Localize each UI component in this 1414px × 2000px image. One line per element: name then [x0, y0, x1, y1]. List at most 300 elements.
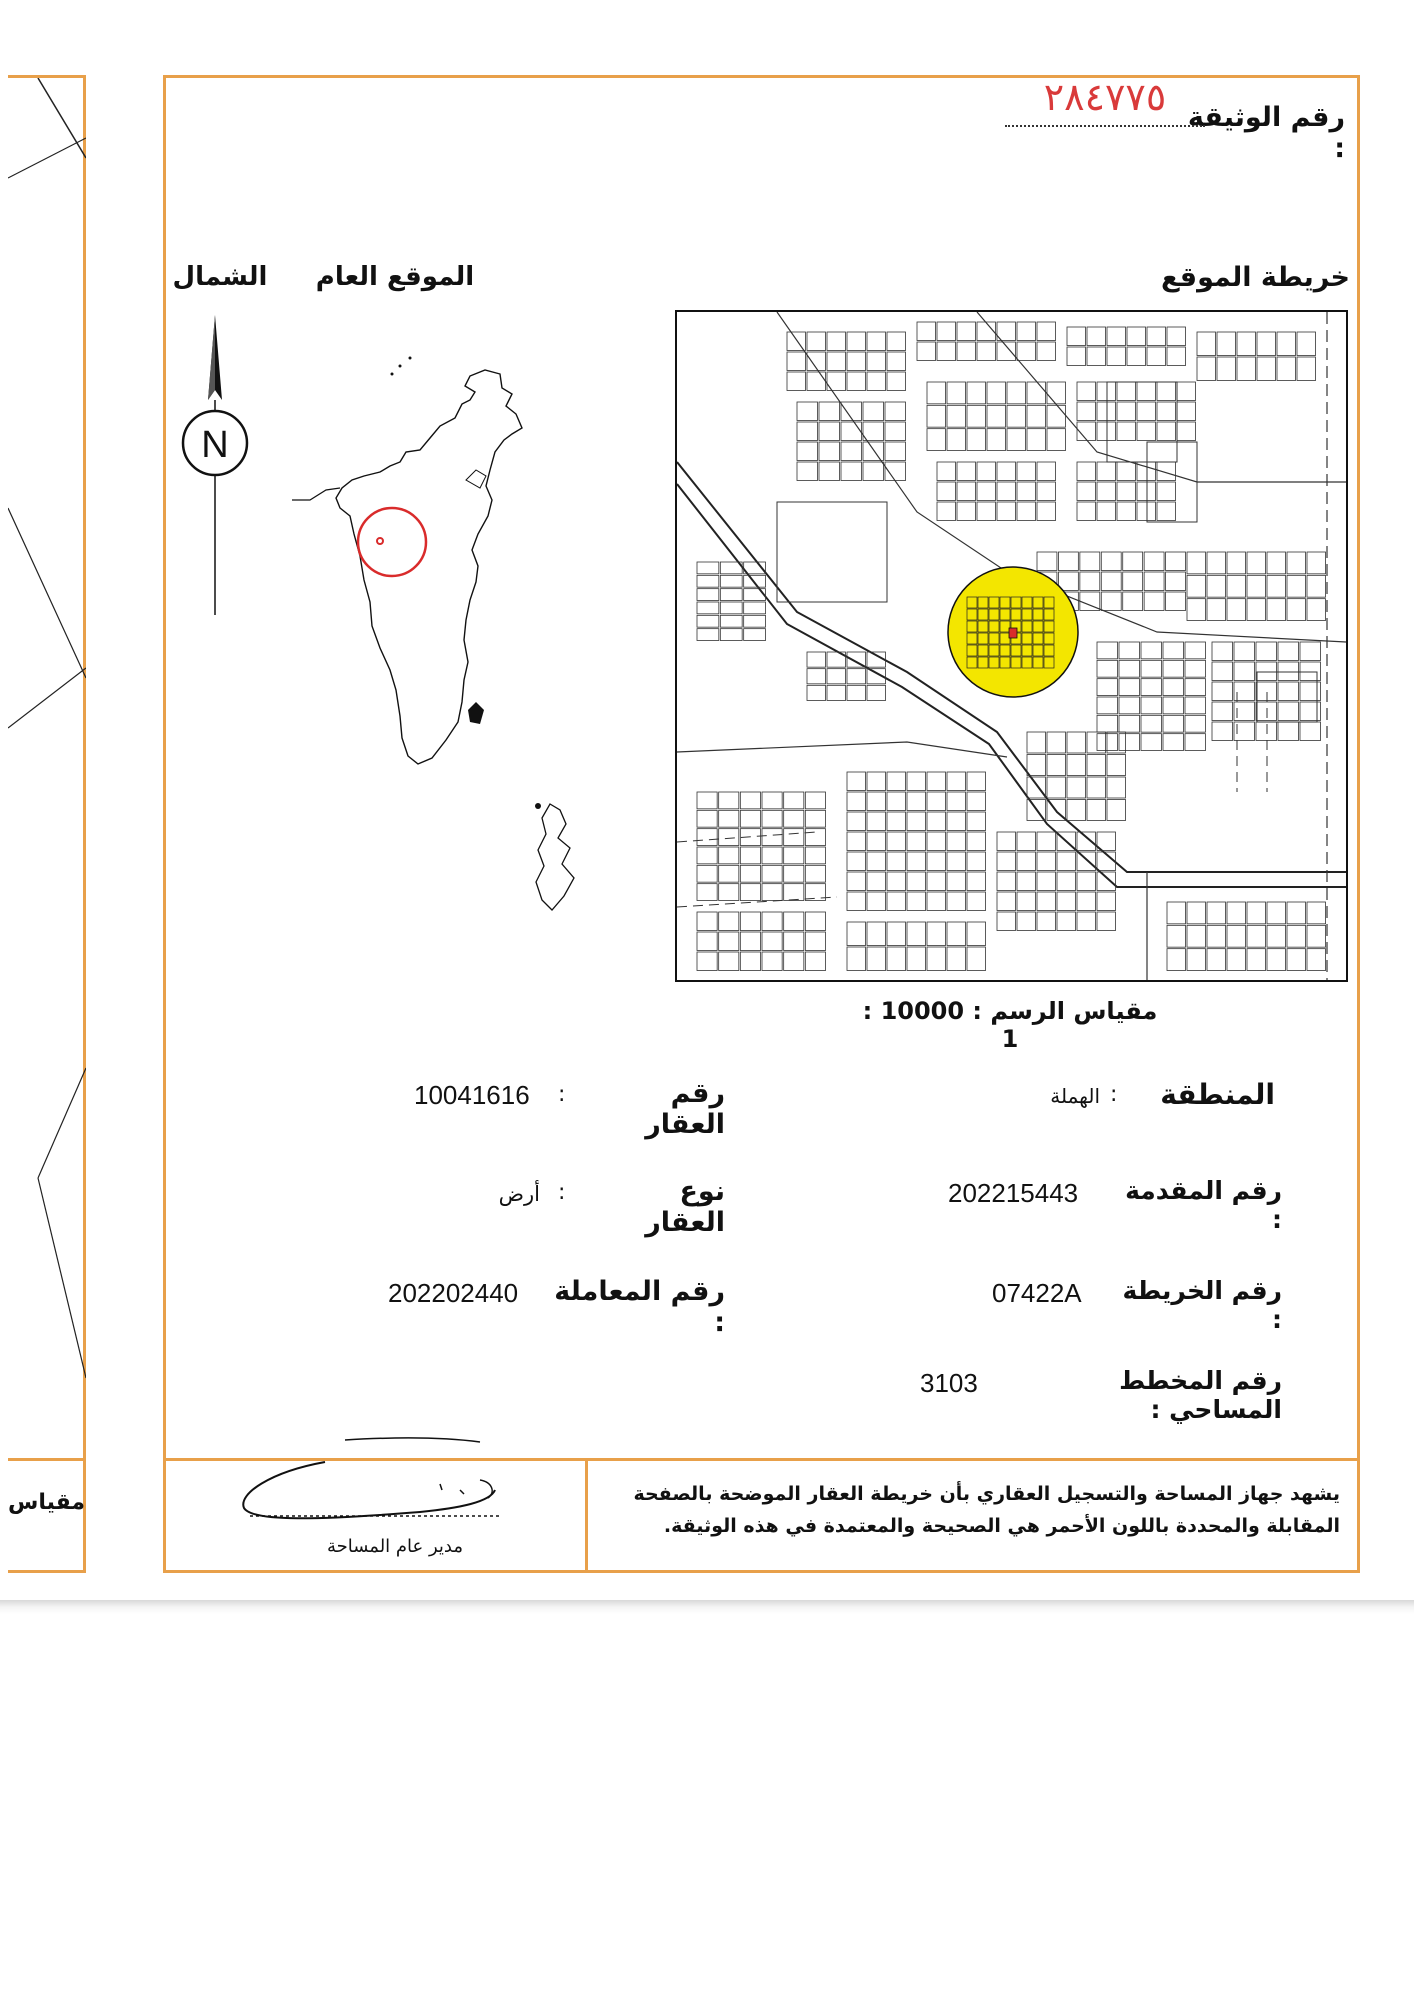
parcel-cell [762, 912, 782, 931]
parcel-cell [967, 429, 986, 451]
parcel-cell [1097, 660, 1118, 677]
parcel-cell [720, 575, 742, 587]
parcel-cell [1017, 502, 1036, 521]
parcel-cell [1117, 402, 1136, 421]
parcel-cell [1141, 715, 1162, 732]
parcel-cell [697, 847, 717, 864]
parcel-cell [1187, 925, 1206, 947]
parcel-cell [1185, 715, 1206, 732]
parcel-cell [867, 685, 886, 700]
parcel-cell [719, 932, 739, 951]
parcel-cell [1212, 642, 1233, 661]
parcel-cell [1007, 382, 1026, 404]
parcel-cell [1037, 832, 1056, 851]
parcel-cell [1237, 357, 1256, 381]
parcel-cell [1077, 462, 1096, 481]
parcel-cell [997, 872, 1016, 891]
parcel-cell [887, 922, 906, 946]
parcel-cell [1123, 552, 1143, 571]
parcel-cell [1187, 575, 1206, 597]
parcel-cell [1157, 502, 1176, 521]
parcel-cell [1267, 552, 1286, 574]
parcel-cell [867, 947, 886, 971]
parcel-cell [1157, 482, 1176, 501]
parcel-cell [1197, 357, 1216, 381]
parcel-cell [1227, 575, 1246, 597]
parcel-cell [797, 402, 818, 421]
parcel-cell [1077, 892, 1096, 911]
parcel-cell [805, 810, 825, 827]
parcel-cell [885, 422, 906, 441]
parcel-cell [744, 629, 766, 641]
parcel-cell [907, 922, 926, 946]
parcel-cell [1047, 755, 1066, 776]
parcel-cell [1185, 660, 1206, 677]
parcel-cell [1141, 697, 1162, 714]
parcel-cell [997, 832, 1016, 851]
parcel-cell [887, 372, 906, 391]
parcel-cell [1067, 800, 1086, 821]
parcel-cell [841, 442, 862, 461]
parcel-cell [1234, 662, 1255, 681]
parcel-cell [867, 872, 886, 891]
parcel-cell [762, 865, 782, 882]
parcel-cell [1256, 702, 1277, 721]
parcel-cell [1007, 405, 1026, 427]
parcel-cell [1047, 382, 1066, 404]
parcel-cell [947, 792, 966, 811]
parcel-cell [1207, 575, 1226, 597]
parcel-cell [1097, 912, 1116, 931]
parcel-cell [807, 372, 826, 391]
north-label: الشمال [172, 262, 268, 292]
parcel-cell [697, 810, 717, 827]
parcel-cell [797, 462, 818, 481]
parcel-cell [1067, 755, 1086, 776]
boundary-line [1237, 692, 1267, 792]
parcel-cell [947, 892, 966, 911]
parcel-cell [927, 832, 946, 851]
parcel-cell [697, 562, 719, 574]
parcel-cell [827, 332, 846, 351]
parcel-cell [697, 884, 717, 901]
parcel-cell [1097, 382, 1116, 401]
parcel-cell [907, 947, 926, 971]
parcel-cell [719, 912, 739, 931]
parcel-cell [1257, 332, 1276, 356]
parcel-cell [967, 405, 986, 427]
parcel-cell [1119, 715, 1140, 732]
parcel-cell [805, 865, 825, 882]
parcel-cell [1167, 347, 1186, 366]
parcel-cell [805, 932, 825, 951]
parcel-cell [1017, 892, 1036, 911]
parcel-cell [863, 402, 884, 421]
parcel-cell [1107, 755, 1126, 776]
parcel-cell [1167, 902, 1186, 924]
parcel-cell [967, 832, 986, 851]
parcel-cell [1037, 482, 1056, 501]
parcel-cell [907, 892, 926, 911]
parcel-cell [847, 332, 866, 351]
parcel-cell [1277, 357, 1296, 381]
parcel-cell [1037, 852, 1056, 871]
parcel-cell [1117, 482, 1136, 501]
parcel-cell [887, 332, 906, 351]
parcel-cell [1037, 872, 1056, 891]
parcel-cell [867, 792, 886, 811]
parcel-cell [1167, 327, 1186, 346]
parcel-cell [697, 602, 719, 614]
property-type-separator: : [558, 1180, 566, 1205]
parcel-cell [1097, 697, 1118, 714]
parcel-cell [1017, 852, 1036, 871]
parcel-cell [947, 405, 966, 427]
parcel-cell [1227, 902, 1246, 924]
boundary-line [677, 897, 837, 907]
parcel-cell [847, 792, 866, 811]
parcel-cell [1107, 347, 1126, 366]
parcel-cell [697, 615, 719, 627]
parcel-cell [719, 829, 739, 846]
parcel-cell [863, 442, 884, 461]
parcel-cell [1287, 599, 1306, 621]
parcel-cell [1144, 572, 1164, 591]
document-number-dotted-line [1005, 125, 1205, 127]
parcel-cell [740, 810, 760, 827]
parcel-cell [1166, 572, 1186, 591]
area-value: الهملة [1050, 1084, 1100, 1108]
parcel-cell [1267, 575, 1286, 597]
area-label: المنطقة [1160, 1078, 1275, 1111]
parcel-cell [927, 812, 946, 831]
parcel-cell [1087, 327, 1106, 346]
parcel-cell [1047, 429, 1066, 451]
parcel-cell [1007, 429, 1026, 451]
boundary-line [677, 832, 817, 842]
parcel-cell [1307, 575, 1326, 597]
parcel-cell [1277, 332, 1296, 356]
parcel-cell [927, 852, 946, 871]
parcel-cell [1227, 949, 1246, 971]
parcel-cell [1197, 332, 1216, 356]
parcel-cell [947, 812, 966, 831]
parcel-cell [1147, 347, 1166, 366]
parcel-cell [1237, 332, 1256, 356]
signatory-title: مدير عام المساحة [326, 1536, 464, 1557]
parcel-cell [719, 792, 739, 809]
parcel-cell [1267, 599, 1286, 621]
parcel-cell [1157, 422, 1176, 441]
parcel-cell [1287, 575, 1306, 597]
parcel-cell [805, 952, 825, 971]
parcel-cell [887, 772, 906, 791]
parcel-cell [847, 852, 866, 871]
parcel-cell [1247, 902, 1266, 924]
parcel-cell [997, 462, 1016, 481]
parcel-cell [887, 812, 906, 831]
parcel-cell [957, 322, 976, 341]
parcel-cell [1097, 642, 1118, 659]
parcel-cell [885, 442, 906, 461]
parcel-cell [1037, 502, 1056, 521]
parcel-cell [744, 602, 766, 614]
parcel-cell [1163, 697, 1184, 714]
parcel-cell [1077, 912, 1096, 931]
parcel-cell [987, 382, 1006, 404]
parcel-cell [1017, 482, 1036, 501]
document-number-handwritten: ٢٨٤٧٧٥ [1043, 75, 1167, 119]
certification-line-2: المقابلة والمحددة باللون الأحمر هي الصحيحة والمعتمدة في هذه الوثيقة. [663, 1515, 1340, 1537]
parcel-cell [1097, 502, 1116, 521]
parcel-cell [867, 852, 886, 871]
parcel-cell [1257, 357, 1276, 381]
lot-outline [1257, 672, 1317, 722]
property-number-separator: : [558, 1082, 566, 1107]
parcel-cell [1097, 715, 1118, 732]
parcel-cell [1297, 357, 1316, 381]
north-letter: N [201, 424, 229, 466]
parcel-cell [1278, 642, 1299, 661]
parcel-cell [697, 912, 717, 931]
parcel-cell [1212, 722, 1233, 741]
parcel-cell [1058, 552, 1078, 571]
parcel-cell [1166, 592, 1186, 611]
parcel-cell [1163, 660, 1184, 677]
parcel-cell [1185, 642, 1206, 659]
parcel-cell [1027, 755, 1046, 776]
parcel-cell [1037, 912, 1056, 931]
parcel-cell [997, 342, 1016, 361]
parcel-cell [1047, 405, 1066, 427]
parcel-cell [967, 772, 986, 791]
parcel-cell [1067, 777, 1086, 798]
parcel-cell [847, 669, 866, 684]
parcel-cell [1185, 734, 1206, 751]
parcel-cell [867, 372, 886, 391]
parcel-cell [1212, 702, 1233, 721]
parcel-cell [784, 912, 804, 931]
parcel-cell [1287, 902, 1306, 924]
location-map-drawing [677, 312, 1346, 980]
parcel-cell [967, 892, 986, 911]
area-separator: : [1110, 1082, 1118, 1107]
parcel-cell [867, 332, 886, 351]
parcel-cell [697, 932, 717, 951]
parcel-cell [1027, 777, 1046, 798]
parcel-cell [1057, 892, 1076, 911]
parcel-cell [1077, 402, 1096, 421]
parcel-cell [1077, 872, 1096, 891]
parcel-cell [997, 892, 1016, 911]
parcel-cell [1097, 402, 1116, 421]
parcel-cell [1163, 642, 1184, 659]
road-line [977, 312, 1346, 482]
parcel-cell [1077, 502, 1096, 521]
parcel-cell [1307, 902, 1326, 924]
parcel-cell [887, 832, 906, 851]
parcel-cell [967, 922, 986, 946]
parcel-cell [819, 462, 840, 481]
parcel-cell [720, 629, 742, 641]
parcel-cell [1107, 732, 1126, 753]
parcel-cell [1057, 872, 1076, 891]
parcel-cell [784, 829, 804, 846]
parcel-cell [1037, 322, 1056, 341]
parcel-cell [1300, 722, 1321, 741]
parcel-cell [1117, 462, 1136, 481]
parcel-cell [847, 372, 866, 391]
parcel-cell [927, 872, 946, 891]
parcel-cell [1212, 682, 1233, 701]
parcel-cell [947, 832, 966, 851]
parcel-cell [847, 812, 866, 831]
parcel-cell [1141, 734, 1162, 751]
parcel-cell [1287, 552, 1306, 574]
parcel-cell [1077, 832, 1096, 851]
parcel-cell [827, 352, 846, 371]
parcel-cell [1107, 777, 1126, 798]
parcel-cell [740, 952, 760, 971]
parcel-cell [719, 810, 739, 827]
parcel-cell [937, 322, 956, 341]
parcel-cell [1137, 502, 1156, 521]
parcel-cell [1137, 382, 1156, 401]
parcel-cell [1163, 679, 1184, 696]
parcel-cell [867, 772, 886, 791]
map-number-value: 07422A [992, 1278, 1082, 1308]
parcel-cell [719, 884, 739, 901]
parcel-cell [1144, 552, 1164, 571]
lot-outline [777, 502, 887, 602]
parcel-cell [887, 947, 906, 971]
parcel-cell [1307, 552, 1326, 574]
parcel-cell [1278, 722, 1299, 741]
parcel-cell [927, 892, 946, 911]
parcel-cell [1017, 912, 1036, 931]
map-scale: مقياس الرسم : 10000 : 1 [862, 997, 1158, 1053]
parcel-cell [1187, 949, 1206, 971]
parcel-cell [1027, 405, 1046, 427]
parcel-cell [1087, 347, 1106, 366]
parcel-cell [977, 462, 996, 481]
parcel-cell [1067, 327, 1086, 346]
parcel-cell [907, 832, 926, 851]
general-location-label: الموقع العام [315, 262, 475, 292]
parcel-cell [1101, 592, 1121, 611]
road-line [677, 742, 1007, 757]
application-number-value: 202215443 [948, 1178, 1079, 1208]
parcel-cell [1207, 949, 1226, 971]
parcel-cell [1087, 800, 1106, 821]
parcel-cell [967, 872, 986, 891]
parcel-cell [997, 502, 1016, 521]
parcel-cell [1047, 777, 1066, 798]
parcel-cell [917, 322, 936, 341]
parcel-cell [1037, 342, 1056, 361]
parcel-cell [1227, 552, 1246, 574]
country-outline-map [280, 330, 610, 950]
parcel-cell [740, 865, 760, 882]
parcel-cell [1017, 462, 1036, 481]
parcel-cell [797, 422, 818, 441]
parcel-cell [1227, 925, 1246, 947]
parcel-cell [907, 872, 926, 891]
parcel-cell [762, 847, 782, 864]
parcel-cell [697, 589, 719, 601]
parcel-cell [907, 792, 926, 811]
parcel-cell [1027, 732, 1046, 753]
parcel-cell [784, 952, 804, 971]
parcel-cell [762, 810, 782, 827]
parcel-cell [1119, 679, 1140, 696]
survey-plan-number-label: رقم المخطط المساحي : [1119, 1366, 1282, 1424]
parcel-cell [1123, 592, 1143, 611]
parcel-cell [1097, 872, 1116, 891]
location-map [675, 310, 1348, 982]
parcel-cell [907, 772, 926, 791]
parcel-cell [805, 912, 825, 931]
parcel-cell [787, 352, 806, 371]
parcel-cell [1187, 902, 1206, 924]
property-number-label: رقم العقار [645, 1078, 725, 1140]
parcel-cell [762, 884, 782, 901]
map-number-label: رقم الخريطة : [1122, 1276, 1282, 1334]
parcel-cell [847, 892, 866, 911]
parcel-cell [1137, 422, 1156, 441]
parcel-cell [847, 872, 866, 891]
parcel-cell [1300, 642, 1321, 661]
parcel-cell [762, 952, 782, 971]
parcel-cell [997, 482, 1016, 501]
parcel-cell [1107, 327, 1126, 346]
parcel-cell [847, 685, 866, 700]
parcel-cell [1287, 925, 1306, 947]
parcel-cell [957, 342, 976, 361]
parcel-cell [947, 947, 966, 971]
parcel-cell [1067, 732, 1086, 753]
parcel-cell [1137, 402, 1156, 421]
parcel-cell [1119, 697, 1140, 714]
parcel-cell [1177, 402, 1196, 421]
parcel-cell [1307, 925, 1326, 947]
parcel-cell [1087, 777, 1106, 798]
parcel-cell [1217, 357, 1236, 381]
parcel-cell [1187, 599, 1206, 621]
parcel-cell [697, 629, 719, 641]
parcel-cell [863, 422, 884, 441]
adjacent-scale-label: مقياس [8, 1490, 86, 1515]
parcel-cell [1119, 660, 1140, 677]
survey-plan-number-value: 3103 [920, 1368, 978, 1398]
parcel-cell [1227, 599, 1246, 621]
parcel-cell [744, 615, 766, 627]
parcel-cell [1256, 682, 1277, 701]
certification-statement [620, 1478, 1340, 1542]
parcel-cell [744, 589, 766, 601]
parcel-cell [740, 932, 760, 951]
parcel-cell [977, 342, 996, 361]
parcel-cell [1207, 552, 1226, 574]
parcel-cell [1077, 382, 1096, 401]
parcel-cell [1217, 332, 1236, 356]
parcel-cell [697, 575, 719, 587]
parcel-cell [784, 865, 804, 882]
parcel-cell [907, 812, 926, 831]
parcel-cell [1247, 575, 1266, 597]
parcel-cell [1097, 462, 1116, 481]
parcel-cell [967, 382, 986, 404]
